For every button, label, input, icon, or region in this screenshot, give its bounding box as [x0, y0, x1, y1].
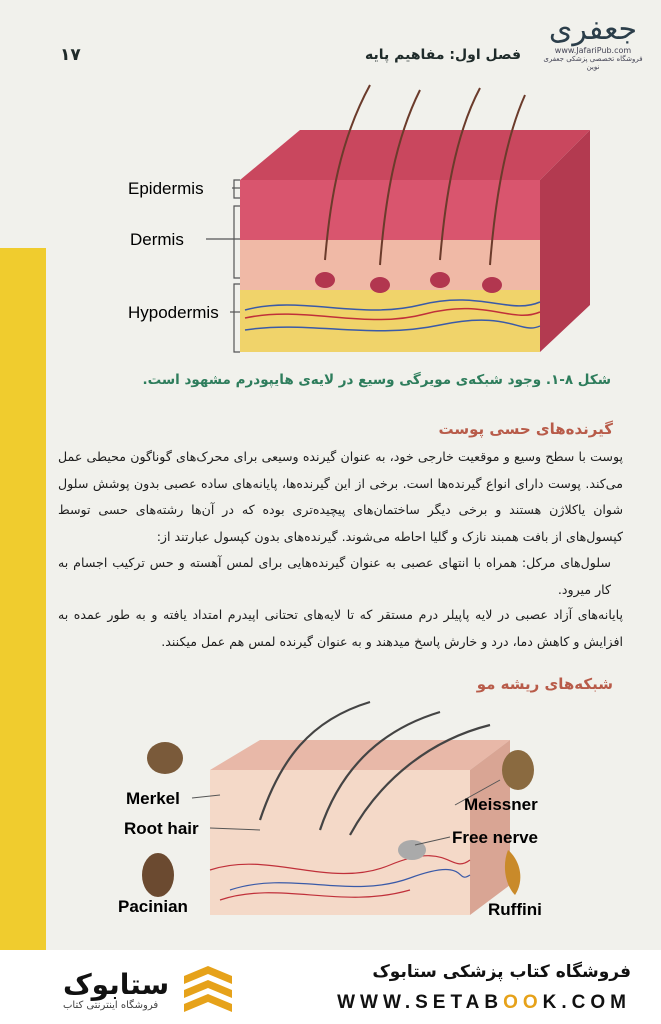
- skin-block-top: [210, 740, 510, 770]
- label-pacinian: Pacinian: [118, 897, 188, 916]
- shop-name: فروشگاه کتاب پزشکی ستابوک: [372, 962, 631, 982]
- publisher-subtitle: فروشگاه تخصصی پزشکی جعفری نوین: [543, 55, 643, 71]
- setabook-brand-text: ستابوک: [63, 968, 170, 1001]
- label-leader-lines: [206, 180, 240, 352]
- figure-caption: شکل ۸-۱. وجود شبکه‌ی مویرگی وسیع در لایه‌ی هایپودرم مشهود است.: [142, 372, 611, 388]
- section-title-hair-root-network: شبکه‌های ریشه مو: [476, 675, 613, 693]
- label-hypodermis: Hypodermis: [128, 303, 219, 322]
- label-merkel: Merkel: [126, 789, 180, 808]
- merkel-receptor-icon: [147, 742, 183, 774]
- setabook-logo: [28, 962, 268, 1016]
- page-number: ۱۷: [60, 45, 81, 65]
- paragraph-free-nerve-endings: پایانه‌های آزاد عصبی در لایه پاپیلر درم مستقر که تا لایه‌های تحتانی اپیدرم امتداد یافته و به طور عمده به افزایش و کاهش دما، درد و خارش پاسخ میدهند و به عنوان گیرنده لمس هم عمل میکنند.: [58, 607, 623, 649]
- chapter-title: فصل اول: مفاهیم پایه: [365, 47, 521, 63]
- pacinian-receptor-icon: [142, 853, 174, 897]
- label-meissner: Meissner: [464, 795, 538, 814]
- skin-top-surface: [240, 130, 590, 180]
- section-title-skin-receptors: گیرنده‌های حسی پوست: [438, 420, 613, 438]
- setabook-emblem-icon: [178, 962, 238, 1016]
- publisher-logo: [543, 14, 643, 78]
- site-part-oo: OO: [503, 992, 543, 1013]
- setabook-brand-subtitle: فروشگاه اینترنتی کتاب: [63, 1000, 159, 1011]
- yellow-side-band: [0, 248, 46, 950]
- meissner-receptor-icon: [502, 750, 534, 790]
- skin-layers-figure: [120, 80, 590, 362]
- ruffini-receptor-icon: [505, 850, 520, 895]
- shop-website[interactable]: [337, 992, 631, 1014]
- site-part-1: WWW.SETAB: [337, 992, 504, 1013]
- publisher-url: www.JafariPub.com: [554, 46, 632, 55]
- label-root-hair: Root hair: [124, 819, 199, 838]
- footer-banner: [0, 950, 661, 1024]
- skin-receptors-figure: [110, 700, 570, 935]
- page-header: [60, 38, 521, 72]
- paragraph-receptors-intro: پوست با سطح وسیع و موقعیت خارجی خود، به عنوان گیرنده وسیعی برای محرک‌های گوناگون محیطی عمل می‌کند. پوست دارای انواع گیرنده‌ها است. برخی از این گیرنده‌ها، پایانه‌های ساده عصبی بدون پوشش سلول شوان یاکلاژن هستند و برخی دیگر ساختمان‌های پیچیده‌تری بوده که در آن‌ها رشته‌های حسی توسط کپسول‌های از بافت همبند نازک و گلیا احاطه می‌شوند. گیرنده‌های بدون کپسول عبارتند از:: [58, 449, 623, 544]
- paragraph-merkel-cells: سلول‌های مرکل: همراه با انتهای عصبی به عنوان گیرنده‌هایی برای لمس آهسته و حس ترکیب اجسام به کار میرود.: [58, 555, 611, 597]
- label-epidermis: Epidermis: [128, 179, 204, 198]
- label-ruffini: Ruffini: [488, 900, 542, 919]
- label-dermis: Dermis: [130, 230, 184, 249]
- label-free-nerve: Free nerve: [452, 828, 538, 847]
- site-part-2: K.COM: [542, 992, 631, 1013]
- publisher-logo-mark: جعفری: [548, 12, 638, 47]
